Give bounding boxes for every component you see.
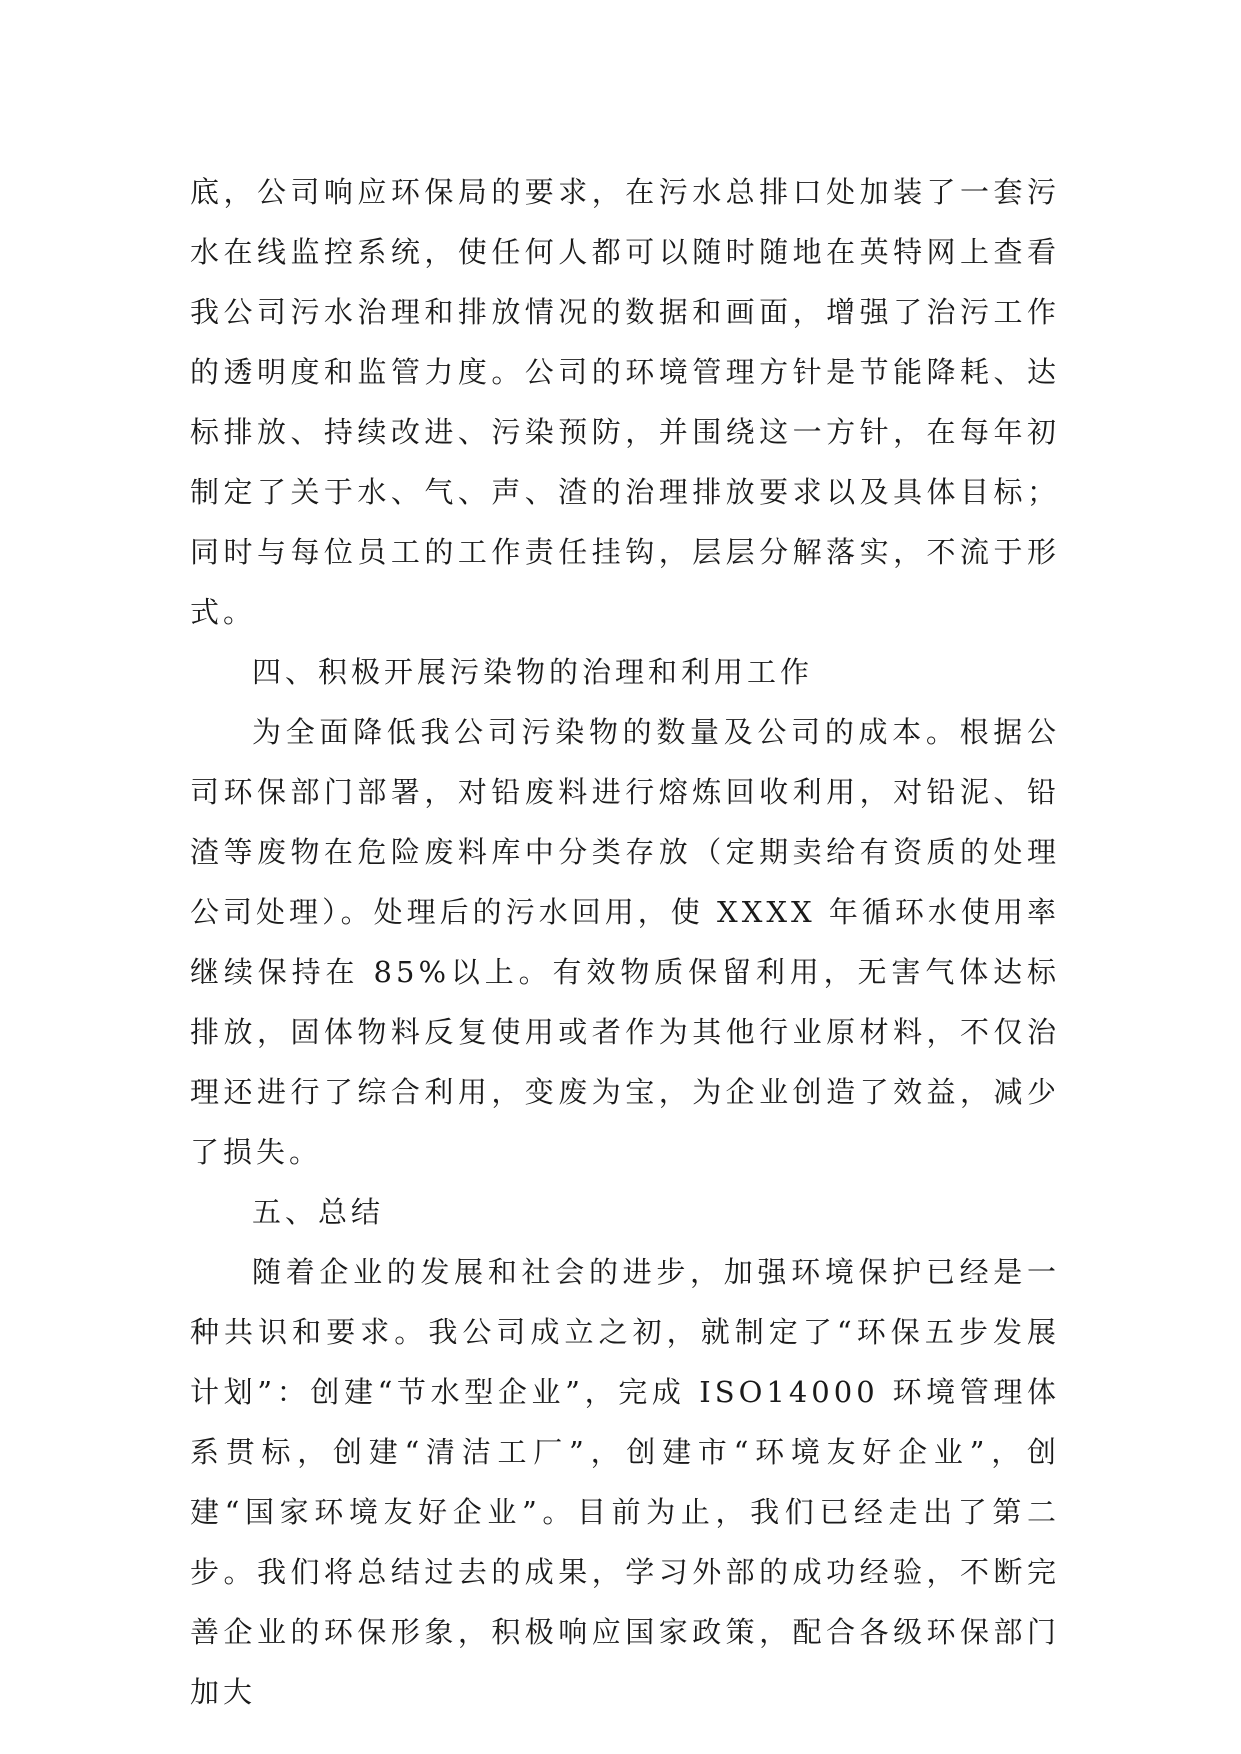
body-text: [190, 162, 1060, 1722]
section-heading-four: 四、积极开展污染物的治理和利用工作: [252, 655, 814, 689]
paragraph-summary: 随着企业的发展和社会的进步，加强环境保护已经是一种共识和要求。我公司成立之初，就制定了“环保五步发展计划”：创建“节水型企业”，完成 ISO14000 环境管理体系贯标，创建“清洁工厂”，创建市“环境友好企业”，创建“国家环境友好企业”。目前为止，我们已经走出了第二步。我们将总结过去的成果，学习外部的成功经验，不断完善企业的环保形象，积极响应国家政策，配合各级环保部门加大: [190, 1255, 1060, 1709]
paragraph-waste-treatment: 为全面降低我公司污染物的数量及公司的成本。根据公司环保部门部署，对铅废料进行熔炼回收利用，对铅泥、铅渣等废物在危险废料库中分类存放（定期卖给有资质的处理公司处理）。处理后的污水回用，使 XXXX 年循环水使用率继续保持在 85%以上。有效物质保留利用，无害气体达标排放，固体物料反复使用或者作为其他行业原材料，不仅治理还进行了综合利用，变废为宝，为企业创造了效益，减少了损失。: [190, 715, 1060, 1169]
section-heading-five: 五、总结: [252, 1195, 385, 1229]
paragraph-pollution-monitoring: 底，公司响应环保局的要求，在污水总排口处加装了一套污水在线监控系统，使任何人都可以随时随地在英特网上查看我公司污水治理和排放情况的数据和画面，增强了治污工作的透明度和监管力度。公司的环境管理方针是节能降耗、达标排放、持续改进、污染预防，并围绕这一方针，在每年初制定了关于水、气、声、渣的治理排放要求以及具体目标；同时与每位员工的工作责任挂钩，层层分解落实，不流于形式。: [190, 175, 1060, 629]
